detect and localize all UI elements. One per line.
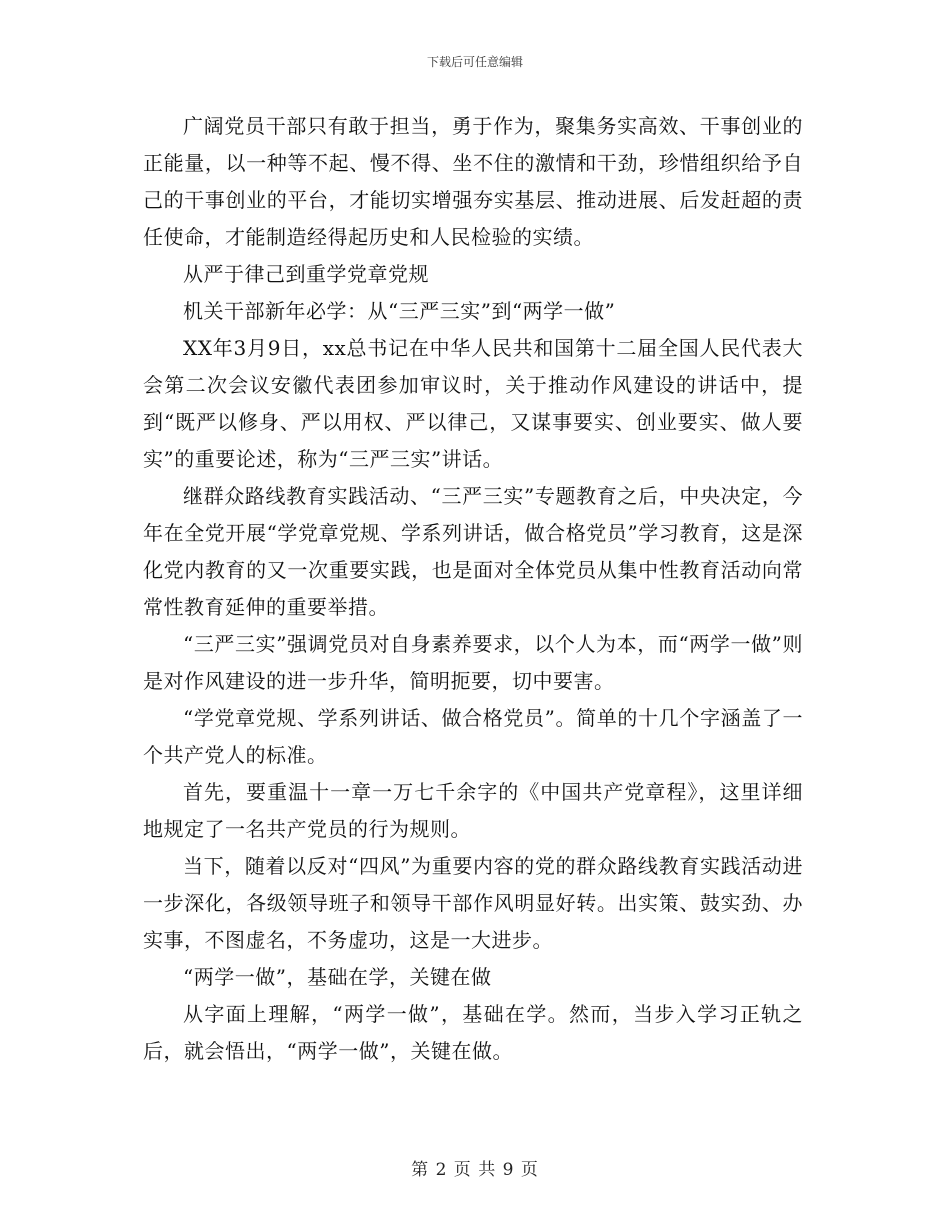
page-header: 下载后可任意编辑: [426, 55, 523, 69]
paragraph: 当下，随着以反对“四风”为重要内容的党的群众路线教育实践活动进一步深化，各级领导班子和领导干部作风明显好转。出实策、鼓实劲、办实事，不图虚名，不务虚功，这是一大进步。: [143, 854, 803, 952]
paragraph: 继群众路线教育实践活动、“三严三实”专题教育之后，中央决定，今年在全党开展“学党章党规、学系列讲话，做合格党员”学习教育，这是深化党内教育的又一次重要实践，也是面对全体党员从集中性教育活动向常常性教育延伸的重要举措。: [143, 484, 803, 619]
paragraph: 从字面上理解，“两学一做”，基础在学。然而，当步入学习正轨之后，就会悟出，“两学一做”，关键在做。: [143, 1002, 803, 1063]
paragraph: “学党章党规、学系列讲话、做合格党员”。简单的十几个字涵盖了一个共产党人的标准。: [143, 706, 803, 767]
page-footer: 第 2 页 共 9 页: [411, 1160, 539, 1180]
paragraph: 首先，要重温十一章一万七千余字的《中国共产党章程》，这里详细地规定了一名共产党员的行为规则。: [143, 780, 803, 841]
section-heading: 从严于律己到重学党章党规: [183, 262, 429, 286]
section-heading: 机关干部新年必学：从“三严三实”到“两学一做”: [183, 299, 616, 323]
paragraph: XX年3月9日，xx总书记在中华人民共和国第十二届全国人民代表大会第二次会议安徽代表团参加审议时，关于推动作风建设的讲话中，提到“既严以修身、严以用权、严以律己，又谋事要实、创业要实、做人要实”的重要论述，称为“三严三实”讲话。: [143, 336, 803, 471]
document-body: [143, 108, 803, 1070]
paragraph: 广阔党员干部只有敢于担当，勇于作为，聚集务实高效、干事创业的正能量，以一种等不起、慢不得、坐不住的激情和干劲，珍惜组织给予自己的干事创业的平台，才能切实增强夯实基层、推动进展、后发赶超的责任使命，才能制造经得起历史和人民检验的实绩。: [143, 114, 803, 249]
paragraph: “三严三实”强调党员对自身素养要求，以个人为本，而“两学一做”则是对作风建设的进一步升华，简明扼要，切中要害。: [143, 632, 803, 693]
section-heading: “两学一做”，基础在学，关键在做: [183, 965, 492, 989]
